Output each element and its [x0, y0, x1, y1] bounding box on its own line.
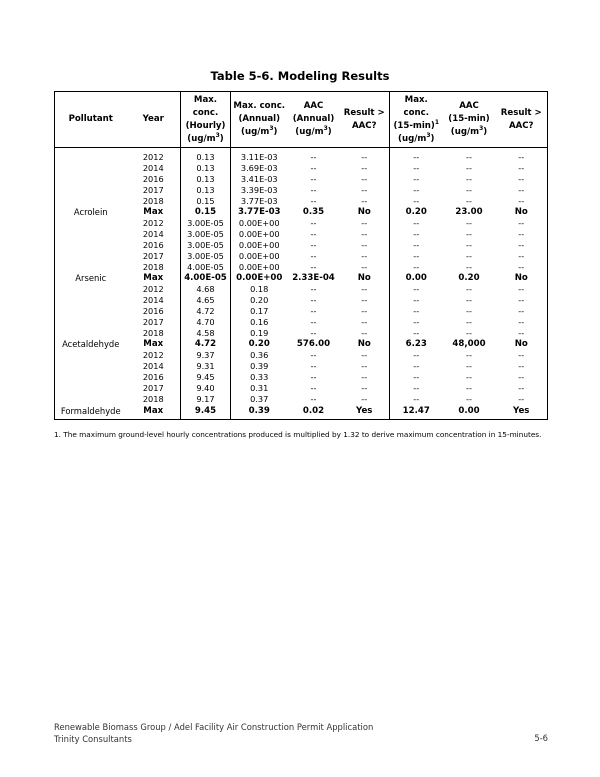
cell-result-15: --: [496, 240, 548, 251]
header-aac-15min-unit: $(ug/m^3)$: [450, 125, 488, 137]
header-year: Year: [127, 92, 181, 148]
cell-hourly: 3.00E-05: [181, 218, 231, 229]
cell-hourly: 9.45: [181, 372, 231, 383]
cell-min15: --: [390, 185, 443, 196]
cell-year: Max: [143, 339, 164, 349]
cell-result-annual: --: [361, 174, 368, 184]
cell-result-15: --: [496, 196, 548, 207]
cell-min15: --: [390, 196, 443, 207]
cell-pollutant: [55, 218, 127, 229]
cell-min15: 0.00: [390, 273, 443, 284]
table-row: [55, 394, 548, 405]
page-number: 5-6: [534, 733, 548, 743]
header-hourly-l1: Max. conc.: [192, 94, 219, 118]
header-result-15min-l2: AAC?: [508, 120, 534, 131]
header-15min-l1: Max. conc.: [403, 94, 429, 118]
cell-hourly: 3.00E-05: [181, 251, 231, 262]
cell-year: 2012: [142, 218, 164, 228]
cell-pollutant: [55, 163, 127, 174]
cell-pollutant: Formaldehyde: [55, 405, 127, 420]
cell-aac-15: 23.00: [455, 207, 483, 217]
cell-aac-15: --: [466, 361, 472, 371]
table-row: [55, 295, 548, 306]
cell-result-annual: --: [361, 229, 368, 239]
cell-pollutant: [55, 251, 127, 262]
cell-pollutant: [55, 185, 127, 196]
cell-pollutant: [55, 174, 127, 185]
cell-min15: --: [390, 295, 443, 306]
cell-annual: 0.20: [231, 295, 288, 306]
header-aac-annual-unit: $(ug/m^3)$: [295, 125, 332, 137]
cell-aac-15: --: [466, 383, 472, 393]
table-row-max: [55, 405, 548, 420]
table-row: [55, 185, 548, 196]
cell-year: 2018: [142, 394, 164, 404]
cell-year: 2017: [142, 251, 164, 261]
cell-year: 2012: [142, 350, 164, 360]
cell-result-15: --: [496, 317, 548, 328]
cell-pollutant: [55, 284, 127, 295]
cell-aac-annual: --: [310, 174, 317, 184]
table-row-max: [55, 207, 548, 218]
cell-pollutant: [55, 394, 127, 405]
cell-annual: 3.39E-03: [231, 185, 288, 196]
cell-year: 2014: [142, 229, 164, 239]
header-max-conc-15min: [390, 92, 443, 148]
cell-aac-annual: --: [310, 295, 317, 305]
table-title: Table 5-6. Modeling Results: [210, 69, 390, 83]
cell-annual: 0.00E+00: [231, 262, 288, 273]
cell-result-annual: --: [361, 284, 368, 294]
cell-annual: 3.11E-03: [231, 148, 288, 164]
cell-result-annual: No: [357, 339, 371, 349]
cell-result-15: --: [496, 185, 548, 196]
cell-aac-annual: 576.00: [296, 339, 331, 349]
cell-min15: --: [390, 394, 443, 405]
cell-aac-annual: --: [310, 163, 317, 173]
cell-min15: 6.23: [390, 339, 443, 350]
cell-year: 2016: [142, 306, 164, 316]
cell-result-annual: --: [361, 317, 368, 327]
header-result-annual-l1: Result >: [343, 107, 385, 118]
header-pollutant: Pollutant: [55, 92, 127, 148]
cell-aac-15: --: [466, 317, 472, 327]
cell-result-annual: No: [357, 273, 371, 283]
cell-hourly: 9.45: [181, 405, 231, 420]
cell-result-annual: --: [361, 394, 368, 404]
cell-result-annual: --: [361, 383, 368, 393]
cell-aac-15: 48,000: [452, 339, 486, 349]
cell-min15: --: [390, 148, 443, 164]
cell-aac-15: 0.00: [443, 405, 496, 420]
cell-aac-15: --: [466, 328, 472, 338]
footer-line-2: Trinity Consultants: [54, 734, 132, 744]
cell-result-annual: --: [361, 295, 368, 305]
cell-year: 2016: [142, 240, 164, 250]
cell-min15: --: [390, 350, 443, 361]
cell-aac-15: --: [466, 196, 472, 206]
cell-annual: 3.77E-03: [231, 196, 288, 207]
cell-aac-15: --: [466, 185, 472, 195]
cell-year: 2016: [142, 174, 164, 184]
cell-aac-15: --: [466, 284, 472, 294]
cell-result-15: No: [496, 273, 548, 284]
cell-hourly: 4.58: [181, 328, 231, 339]
header-result-annual: [340, 92, 390, 148]
cell-annual: 0.00E+00: [231, 240, 288, 251]
cell-result-15: --: [496, 163, 548, 174]
cell-year: 2014: [142, 361, 164, 371]
table-row: [55, 372, 548, 383]
cell-hourly: 4.00E-05: [181, 262, 231, 273]
cell-aac-15: --: [466, 240, 472, 250]
cell-result-annual: --: [361, 163, 368, 173]
table-row: [55, 262, 548, 273]
cell-pollutant: [55, 262, 127, 273]
table-row: [55, 361, 548, 372]
cell-aac-annual: --: [310, 152, 317, 162]
cell-year: 2017: [142, 317, 164, 327]
cell-aac-annual: --: [310, 251, 317, 261]
header-aac-15min-l2: (15-min): [448, 114, 490, 124]
header-result-15min-l1: Result >: [500, 107, 542, 118]
cell-hourly: 9.37: [181, 350, 231, 361]
table-row: [55, 306, 548, 317]
header-annual-unit: $(ug/m^3)$: [241, 125, 278, 137]
cell-annual: 0.37: [231, 394, 288, 405]
cell-aac-annual: --: [310, 196, 317, 206]
table-row: [55, 240, 548, 251]
cell-result-15: --: [496, 306, 548, 317]
cell-hourly: 3.00E-05: [181, 240, 231, 251]
cell-result-annual: --: [361, 350, 368, 360]
cell-min15: --: [390, 251, 443, 262]
cell-aac-annual: --: [310, 350, 317, 360]
cell-hourly: 4.72: [181, 339, 231, 350]
cell-year: 2018: [142, 328, 164, 338]
cell-pollutant: [55, 240, 127, 251]
cell-annual: 0.00E+00: [231, 251, 288, 262]
cell-result-15: --: [496, 350, 548, 361]
cell-aac-15: --: [466, 152, 472, 162]
table-row-max: [55, 339, 548, 350]
cell-hourly: 9.40: [181, 383, 231, 394]
cell-hourly: 4.70: [181, 317, 231, 328]
cell-min15: --: [390, 328, 443, 339]
cell-year: 2018: [142, 262, 164, 272]
cell-min15: --: [390, 174, 443, 185]
table-row-max: [55, 273, 548, 284]
table-row: [55, 317, 548, 328]
footnote: 1. The maximum ground-level hourly concentrations produced is multiplied by 1.32 to derive maximum concentration in 15-minutes.: [54, 430, 542, 439]
cell-min15: 0.20: [390, 207, 443, 218]
cell-aac-annual: --: [310, 306, 317, 316]
cell-aac-15: --: [466, 218, 472, 228]
cell-result-annual: Yes: [340, 405, 390, 420]
header-15min-unit: $(ug/m^3)$: [398, 131, 435, 144]
cell-annual: 0.31: [231, 383, 288, 394]
cell-annual: 0.33: [231, 372, 288, 383]
cell-year: 2017: [142, 383, 164, 393]
cell-aac-annual: --: [310, 394, 317, 404]
cell-pollutant: [55, 328, 127, 339]
header-annual-l2: (Annual): [238, 114, 281, 124]
cell-year: 2014: [142, 163, 164, 173]
cell-result-15: --: [496, 148, 548, 164]
table-row: [55, 383, 548, 394]
cell-result-annual: --: [361, 240, 368, 250]
cell-aac-annual: --: [310, 229, 317, 239]
cell-annual: 3.69E-03: [231, 163, 288, 174]
header-15min-l2: $(15-\min)^1$: [393, 118, 440, 131]
cell-hourly: 9.17: [181, 394, 231, 405]
cell-result-annual: --: [361, 306, 368, 316]
page-footer: [54, 721, 373, 745]
cell-result-15: No: [496, 207, 548, 218]
cell-aac-15: --: [466, 174, 472, 184]
cell-result-annual: --: [361, 372, 368, 382]
cell-result-annual: No: [357, 207, 371, 217]
cell-pollutant: [55, 350, 127, 361]
cell-hourly: 0.13: [181, 185, 231, 196]
cell-aac-annual: --: [310, 284, 317, 294]
cell-result-15: --: [496, 295, 548, 306]
cell-aac-15: --: [466, 394, 472, 404]
cell-annual: 0.39: [231, 405, 288, 420]
cell-aac-annual: --: [310, 185, 317, 195]
table-row: [55, 174, 548, 185]
cell-annual: 0.39: [231, 361, 288, 372]
cell-result-15: --: [496, 372, 548, 383]
table-row: [55, 148, 548, 164]
cell-result-15: --: [496, 229, 548, 240]
cell-result-15: --: [496, 394, 548, 405]
cell-hourly: 4.68: [181, 284, 231, 295]
cell-pollutant: [55, 317, 127, 328]
cell-aac-15: 0.20: [458, 273, 480, 283]
cell-annual: 0.00E+00: [231, 218, 288, 229]
cell-result-15: Yes: [496, 405, 548, 420]
cell-result-annual: --: [361, 218, 368, 228]
cell-hourly: 4.00E-05: [181, 273, 231, 284]
cell-min15: --: [390, 361, 443, 372]
cell-result-15: No: [496, 339, 548, 350]
cell-result-annual: --: [361, 262, 368, 272]
cell-result-annual: --: [361, 185, 368, 195]
cell-result-15: --: [496, 262, 548, 273]
cell-min15: --: [390, 284, 443, 295]
cell-annual: 0.36: [231, 350, 288, 361]
cell-aac-15: --: [466, 163, 472, 173]
header-row: [55, 92, 548, 148]
cell-hourly: 3.00E-05: [181, 229, 231, 240]
cell-hourly: 0.15: [181, 196, 231, 207]
cell-pollutant: [55, 229, 127, 240]
cell-annual: 0.18: [231, 284, 288, 295]
cell-annual: 0.20: [231, 339, 288, 350]
header-max-conc-hourly: [181, 92, 231, 148]
cell-aac-annual: --: [310, 218, 317, 228]
cell-aac-annual: --: [310, 317, 317, 327]
cell-aac-annual: --: [310, 383, 317, 393]
cell-year: Max: [143, 207, 164, 217]
cell-aac-annual: --: [310, 328, 317, 338]
cell-aac-15: --: [466, 229, 472, 239]
table-row: [55, 284, 548, 295]
cell-result-annual: --: [361, 152, 368, 162]
cell-min15: --: [390, 262, 443, 273]
cell-min15: --: [390, 229, 443, 240]
cell-result-annual: --: [361, 196, 368, 206]
cell-annual: 0.00E+00: [231, 273, 288, 284]
cell-aac-annual: 0.35: [302, 207, 325, 217]
cell-year: Max: [143, 273, 164, 283]
cell-result-15: --: [496, 361, 548, 372]
cell-aac-15: --: [466, 295, 472, 305]
header-annual-l1: Max. conc.: [233, 101, 286, 111]
cell-year: 2016: [142, 372, 164, 382]
table-row: [55, 251, 548, 262]
cell-min15: --: [390, 218, 443, 229]
header-aac-annual: [288, 92, 340, 148]
cell-annual: 0.17: [231, 306, 288, 317]
cell-aac-15: --: [466, 350, 472, 360]
cell-result-annual: --: [361, 361, 368, 371]
cell-result-15: --: [496, 218, 548, 229]
cell-aac-annual: 0.02: [288, 405, 340, 420]
header-hourly-unit: $(ug/m^3)$: [187, 131, 224, 144]
table-row: [55, 218, 548, 229]
header-hourly-l2: (Hourly): [185, 120, 226, 131]
cell-min15: --: [390, 317, 443, 328]
cell-hourly: 0.15: [181, 207, 231, 218]
cell-aac-annual: --: [310, 372, 317, 382]
cell-hourly: 4.72: [181, 306, 231, 317]
header-aac-15min-l1: AAC: [459, 101, 479, 111]
header-aac-annual-l2: (Annual): [292, 114, 335, 124]
cell-pollutant: Acetaldehyde: [55, 339, 127, 350]
footer-line-1: Renewable Biomass Group / Adel Facility Air Construction Permit Application: [54, 722, 374, 732]
cell-annual: 3.77E-03: [231, 207, 288, 218]
cell-min15: --: [390, 306, 443, 317]
cell-aac-annual: --: [310, 361, 317, 371]
cell-pollutant: [55, 372, 127, 383]
cell-year: 2018: [142, 196, 164, 206]
cell-hourly: 0.13: [181, 174, 231, 185]
cell-year: Max: [127, 405, 181, 420]
cell-pollutant: Acrolein: [55, 207, 127, 218]
cell-pollutant: [55, 196, 127, 207]
cell-result-15: --: [496, 328, 548, 339]
header-aac-annual-l1: AAC: [303, 101, 324, 111]
cell-result-annual: --: [361, 328, 368, 338]
cell-result-annual: --: [361, 251, 368, 261]
header-max-conc-annual: [231, 92, 288, 148]
cell-min15: --: [390, 372, 443, 383]
cell-year: 2012: [142, 152, 164, 162]
cell-hourly: 0.13: [181, 148, 231, 164]
cell-pollutant: [55, 383, 127, 394]
cell-hourly: 0.13: [181, 163, 231, 174]
table-row: [55, 229, 548, 240]
table-body: [55, 148, 548, 420]
cell-aac-annual: --: [310, 262, 317, 272]
cell-pollutant: [55, 361, 127, 372]
cell-result-15: --: [496, 284, 548, 295]
cell-pollutant: [55, 148, 127, 164]
table-row: [55, 196, 548, 207]
cell-result-15: --: [496, 174, 548, 185]
cell-aac-15: --: [466, 251, 472, 261]
cell-pollutant: Arsenic: [55, 273, 127, 284]
cell-min15: --: [390, 163, 443, 174]
cell-result-15: --: [496, 383, 548, 394]
cell-pollutant: [55, 306, 127, 317]
cell-result-15: --: [496, 251, 548, 262]
header-aac-15min: [443, 92, 496, 148]
cell-annual: 0.00E+00: [231, 229, 288, 240]
cell-annual: 0.19: [231, 328, 288, 339]
header-result-annual-l2: AAC?: [351, 120, 377, 131]
cell-min15: --: [390, 383, 443, 394]
cell-hourly: 9.31: [181, 361, 231, 372]
cell-hourly: 4.65: [181, 295, 231, 306]
cell-aac-15: --: [466, 306, 472, 316]
cell-annual: 3.41E-03: [231, 174, 288, 185]
cell-year: 2014: [142, 295, 164, 305]
cell-aac-15: --: [466, 372, 472, 382]
cell-min15: --: [390, 240, 443, 251]
table-row: [55, 163, 548, 174]
cell-year: 2012: [142, 284, 164, 294]
cell-aac-annual: --: [310, 240, 317, 250]
header-result-15min: [496, 92, 548, 148]
modeling-results-table: [54, 91, 548, 420]
table-row: [55, 328, 548, 339]
cell-min15: 12.47: [390, 405, 443, 420]
cell-annual: 0.16: [231, 317, 288, 328]
cell-aac-annual: 2.33E-04: [292, 273, 335, 283]
cell-pollutant: [55, 295, 127, 306]
cell-aac-15: --: [466, 262, 472, 272]
cell-year: 2017: [142, 185, 164, 195]
table-row: [55, 350, 548, 361]
